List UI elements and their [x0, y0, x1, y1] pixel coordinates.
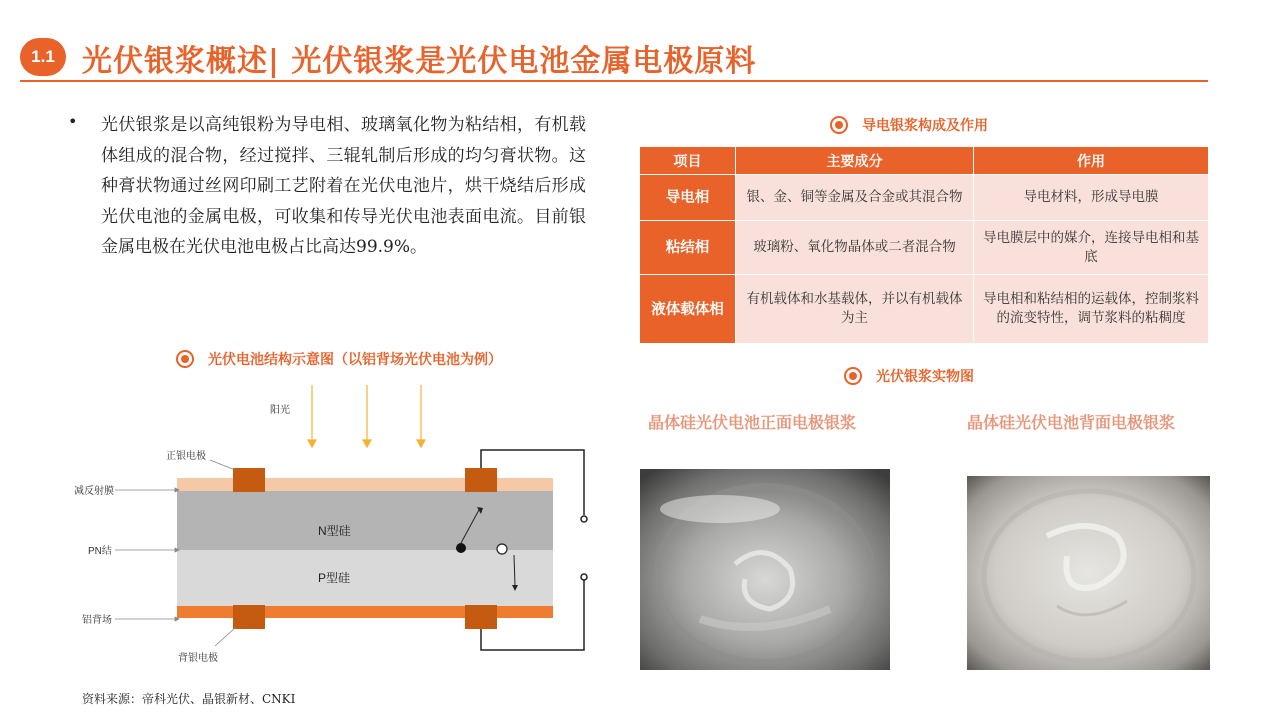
function-cell: 导电材料，形成导电膜	[974, 175, 1209, 221]
antireflection-label: 减反射膜	[74, 486, 114, 497]
front-silver-paste-photo	[640, 469, 890, 670]
target-icon	[176, 350, 194, 368]
composition-cell: 银、金、铜等金属及合金或其混合物	[736, 175, 974, 221]
diagram-heading-text: 光伏电池结构示意图（以铝背场光伏电池为例）	[208, 352, 502, 368]
page-title: 光伏银浆概述| 光伏银浆是光伏电池金属电极原料	[82, 44, 757, 79]
solar-cell-diagram	[60, 380, 620, 680]
front-electrode	[233, 468, 265, 492]
pn-junction-label: PN结	[88, 546, 112, 557]
photos-heading	[844, 366, 974, 386]
n-silicon-layer	[177, 491, 553, 550]
back-electrode	[465, 605, 497, 629]
n-silicon-label: N型硅	[318, 524, 351, 538]
composition-table	[639, 146, 1209, 344]
function-cell: 导电相和粘结相的运载体，控制浆料的流变特性，调节浆料的粘稠度	[974, 275, 1209, 344]
target-icon	[830, 116, 848, 134]
p-silicon-label: P型硅	[318, 571, 351, 585]
column-header-item: 项目	[640, 147, 736, 175]
front-electrode-label: 正银电极	[166, 451, 206, 462]
table-row	[640, 275, 1209, 344]
back-electrode	[233, 605, 265, 629]
function-cell: 导电膜层中的媒介，连接导电相和基底	[974, 221, 1209, 275]
section-number-badge: 1.1	[20, 38, 66, 76]
column-header-composition: 主要成分	[736, 147, 974, 175]
column-header-function: 作用	[974, 147, 1209, 175]
sunlight-arrows	[308, 385, 425, 447]
table-heading-text: 导电银浆构成及作用	[862, 118, 988, 134]
bullet-marker: •	[68, 112, 78, 131]
table-row	[640, 175, 1209, 221]
diagram-heading	[176, 349, 502, 369]
row-header: 粘结相	[640, 221, 736, 275]
title-divider	[20, 80, 1208, 82]
intro-paragraph: 光伏银浆是以高纯银粉为导电相、玻璃氧化物为粘结相，有机载体组成的混合物，经过搅拌、三辊轧制后形成的均匀膏状物。这种膏状物通过丝网印刷工艺附着在光伏电池片，烘干烧结后形成光伏电池的金属电极，可收集和传导光伏电池表面电流。目前银金属电极在光伏电池电极占比高达99.9%。	[101, 115, 586, 257]
sunlight-label: 阳光	[270, 405, 290, 416]
source-note: 资料来源：帝科光伏、晶银新材、CNKI	[82, 692, 296, 706]
photos-heading-text: 光伏银浆实物图	[876, 369, 974, 385]
table-header-row	[640, 147, 1209, 175]
table-heading	[830, 115, 988, 135]
electron-icon	[456, 543, 466, 553]
p-silicon-layer	[177, 550, 553, 606]
hole-icon	[497, 544, 507, 554]
back-paste-caption: 晶体硅光伏电池背面电极银浆	[967, 415, 1176, 432]
front-paste-caption: 晶体硅光伏电池正面电极银浆	[648, 415, 857, 432]
composition-cell: 有机载体和水基载体，并以有机载体为主	[736, 275, 974, 344]
back-silver-paste-photo	[967, 476, 1210, 670]
row-header: 导电相	[640, 175, 736, 221]
target-icon	[844, 367, 862, 385]
back-electrode-label: 背银电极	[178, 653, 218, 664]
composition-cell: 玻璃粉、氧化物晶体或二者混合物	[736, 221, 974, 275]
row-header: 液体载体相	[640, 275, 736, 344]
table-row	[640, 221, 1209, 275]
front-electrode	[465, 468, 497, 492]
aluminum-bsf-label: 铝背场	[82, 615, 112, 626]
